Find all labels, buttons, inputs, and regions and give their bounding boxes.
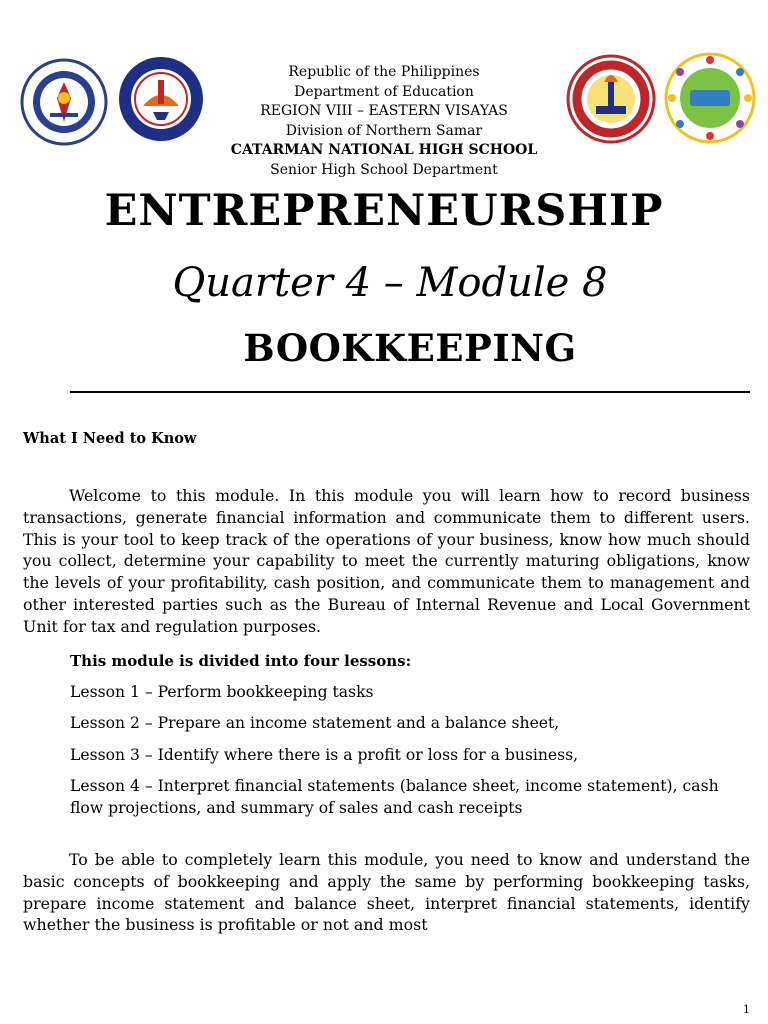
letterhead-line: REGION VIII – EASTERN VISAYAS bbox=[260, 103, 508, 120]
lesson-item: Lesson 1 – Perform bookkeeping tasks bbox=[70, 682, 374, 701]
letterhead bbox=[190, 63, 578, 181]
letterhead-line: Republic of the Philippines bbox=[288, 64, 480, 80]
section-heading: What I Need to Know bbox=[23, 430, 197, 447]
closing-paragraph: To be able to completely learn this module, you need to know and understand the basic concepts of bookkeeping and apply the same by performing bookkeeping tasks, prepare income statement and balance sheet, interpret financial statements, identify whether the business is profitable or not and most bbox=[23, 850, 750, 935]
page-number: 1 bbox=[743, 1003, 750, 1016]
lesson-item: Lesson 2 – Prepare an income statement and a balance sheet, bbox=[70, 714, 560, 733]
module-title: Quarter 4 – Module 8 bbox=[172, 260, 608, 306]
letterhead-line: Department of Education bbox=[294, 83, 474, 100]
topic-title: BOOKKEEPING bbox=[243, 326, 577, 370]
intro-paragraph: Welcome to this module. In this module you will learn how to record business transactions, generate financial information and communicate them to different users. This is your tool to keep track of the operations of your business, know how much should you collect, determine your capability to meet the currently maturing obligations, know the levels of your profitability, cash position, and communicate them to management and other interested parties such as the Bureau of Internal Revenue and Local Government Unit for tax and regulation purposes. bbox=[23, 486, 750, 636]
department-name: Senior High School Department bbox=[270, 161, 498, 178]
module-content bbox=[23, 430, 750, 936]
title-divider bbox=[70, 391, 750, 393]
lessons-heading: This module is divided into four lessons: bbox=[70, 651, 412, 670]
lesson-item: Lesson 4 – Interpret financial statements (balance sheet, income statement), cash flow projections, and summary of sales and cash receipts bbox=[70, 777, 719, 817]
chime-logo bbox=[664, 52, 756, 144]
lesson-item: Lesson 3 – Identify where there is a profit or loss for a business, bbox=[70, 745, 579, 764]
lessons-list bbox=[70, 652, 750, 820]
school-name: CATARMAN NATIONAL HIGH SCHOOL bbox=[230, 142, 538, 159]
cnhs-seal-logo bbox=[566, 54, 656, 144]
deped-seal-logo bbox=[20, 58, 108, 146]
letterhead-line: Division of Northern Samar bbox=[285, 122, 483, 139]
subject-title: ENTREPRENEURSHIP bbox=[104, 186, 664, 236]
